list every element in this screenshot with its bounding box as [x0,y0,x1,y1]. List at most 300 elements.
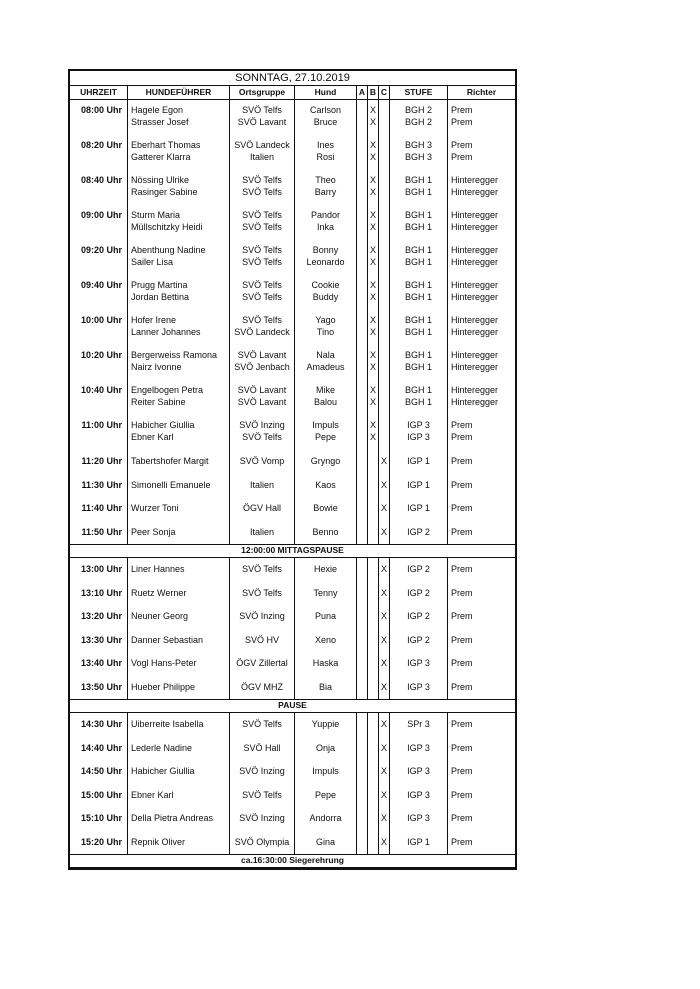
group-cell [230,474,295,498]
table-row [70,310,515,345]
time-cell [70,380,128,415]
header-a: A [357,86,368,99]
dog-text: Yago [315,315,336,325]
handler-text: Simonelli Emanuele [131,479,211,490]
a-mark-cell [357,135,368,170]
time-cell [70,240,128,275]
stufe-cell [390,784,448,808]
b-mark-text: X [369,361,376,372]
stufe-cell [390,558,448,582]
stufe-text: IGP 3 [407,658,430,668]
group-text: Italien [249,151,275,162]
judge-text: Prem [451,116,473,127]
group-text: SVÖ Telfs [242,256,282,267]
stufe-text: IGP 3 [407,742,430,753]
c-mark-cell [379,713,390,737]
a-mark-text [357,140,367,152]
a-mark-text [357,175,367,187]
handler-cell [128,605,230,629]
table-row [70,676,515,700]
handler-cell [128,582,230,606]
group-cell [230,629,295,653]
handler-text: Nairz Ivonne [131,361,182,372]
c-mark-text [379,105,389,117]
a-mark-text [357,280,367,292]
b-mark-cell [368,170,379,205]
time-text: 14:40 Uhr [80,742,122,753]
judge-cell [448,380,515,415]
handler-cell [128,380,230,415]
judge-text: Hinteregger [451,256,499,267]
time-text: 15:00 Uhr [80,789,122,800]
judge-text: Prem [451,634,473,645]
b-mark-cell [368,807,379,831]
time-cell [70,807,128,831]
group-text: SVÖ Telfs [242,175,282,185]
stufe-cell [390,521,448,545]
group-text: SVÖ Lavant [237,350,287,360]
a-mark-text [357,503,367,515]
c-mark-text: X [380,789,387,800]
judge-text: Prem [451,140,473,150]
group-text: SVÖ Landeck [234,326,290,337]
judge-text: Prem [451,681,473,692]
time-cell [70,205,128,240]
c-mark-text [379,187,389,199]
c-mark-text: X [380,503,387,513]
handler-cell [128,205,230,240]
c-mark-text: X [380,836,387,847]
b-mark-text: X [369,326,376,337]
b-mark-cell [368,676,379,700]
header-c: C [379,86,390,99]
c-mark-cell [379,605,390,629]
judge-cell [448,100,515,135]
handler-text: Wurzer Toni [131,503,179,513]
judge-cell [448,558,515,582]
time-cell [70,558,128,582]
a-mark-cell [357,415,368,450]
dog-text: Theo [315,175,336,185]
group-cell [230,240,295,275]
handler-cell [128,652,230,676]
b-mark-cell [368,558,379,582]
dog-text: Leonardo [306,256,345,267]
a-mark-text [357,245,367,257]
c-mark-text [379,327,389,339]
stufe-cell [390,170,448,205]
stufe-cell [390,135,448,170]
c-mark-cell [379,205,390,240]
header-ortsgruppe: Ortsgruppe [230,86,295,99]
group-text: SVÖ Vomp [239,456,285,466]
time-cell [70,415,128,450]
b-mark-text [368,682,378,694]
judge-text: Prem [451,813,473,823]
stufe-text: IGP 1 [407,479,430,490]
c-mark-text: X [380,634,387,645]
c-mark-text [379,152,389,164]
stufe-text: IGP 2 [407,634,430,645]
b-mark-text [368,503,378,515]
stufe-cell [390,310,448,345]
group-text: SVÖ Telfs [242,789,282,800]
header-stufe: STUFE [390,86,448,99]
judge-text: Prem [451,105,473,115]
handler-text: Liner Hannes [131,564,185,574]
table-row [70,474,515,498]
group-cell [230,676,295,700]
judge-cell [448,240,515,275]
dog-cell [295,713,357,737]
handler-text: Müllschitzky Heidi [131,221,203,232]
dog-cell [295,380,357,415]
b-mark-text: X [369,151,376,162]
stufe-text: IGP 2 [407,611,430,621]
group-cell [230,558,295,582]
c-mark-cell [379,831,390,855]
a-mark-text [357,222,367,234]
c-mark-text: X [380,564,387,574]
a-mark-text [357,527,367,539]
dog-text: Bia [318,681,332,692]
b-mark-cell [368,652,379,676]
group-cell [230,310,295,345]
time-text: 08:20 Uhr [80,140,122,150]
judge-text: Hinteregger [451,245,499,255]
c-mark-cell [379,558,390,582]
dog-cell [295,629,357,653]
stufe-text: BGH 2 [404,105,432,115]
handler-text: Lanner Johannes [131,326,201,337]
judge-text: Prem [451,431,473,442]
b-mark-cell [368,582,379,606]
group-text: SVÖ Inzing [239,611,285,621]
c-mark-cell [379,737,390,761]
a-mark-text [357,350,367,362]
b-mark-text [368,456,378,468]
b-mark-text: X [369,105,376,115]
group-cell [230,760,295,784]
time-text: 13:30 Uhr [80,634,122,645]
dog-cell [295,784,357,808]
b-mark-text [368,658,378,670]
handler-text: Nössing Ulrike [131,175,190,185]
judge-cell [448,629,515,653]
time-text: 10:00 Uhr [80,315,122,325]
handler-text: Bergerweiss Ramona [131,350,218,360]
dog-cell [295,415,357,450]
c-mark-text [379,350,389,362]
header-row [70,86,515,100]
table-row [70,582,515,606]
a-mark-cell [357,170,368,205]
stufe-text: BGH 3 [404,140,432,150]
c-mark-cell [379,240,390,275]
dog-text: Carlson [309,105,341,115]
a-mark-cell [357,652,368,676]
group-text: Italien [249,479,275,490]
time-cell [70,784,128,808]
stufe-text: BGH 1 [404,291,432,302]
b-mark-text: X [369,431,376,442]
b-mark-text: X [369,315,376,325]
c-mark-cell [379,170,390,205]
a-mark-cell [357,558,368,582]
c-mark-cell [379,676,390,700]
b-mark-text: X [369,291,376,302]
schedule-body [70,100,515,868]
group-text: Italien [249,526,275,537]
stufe-cell [390,474,448,498]
c-mark-text [379,210,389,222]
a-mark-text [357,813,367,825]
c-mark-cell [379,310,390,345]
group-text: SVÖ Inzing [239,766,285,776]
a-mark-text [357,480,367,492]
judge-text: Prem [451,456,473,466]
b-mark-text: X [369,245,376,255]
judge-text: Hinteregger [451,350,499,360]
dog-text: Haska [312,658,339,668]
time-text: 08:00 Uhr [80,105,122,115]
dog-cell [295,558,357,582]
time-cell [70,310,128,345]
group-cell [230,807,295,831]
stufe-text: IGP 3 [407,813,430,823]
stufe-cell [390,345,448,380]
b-mark-text: X [369,210,376,220]
table-row [70,831,515,855]
b-mark-cell [368,605,379,629]
c-mark-cell [379,275,390,310]
a-mark-cell [357,521,368,545]
dog-text: Cookie [311,280,340,290]
section-band: ca.16:30:00 Siegerehrung [70,854,515,868]
dog-cell [295,582,357,606]
c-mark-text [379,362,389,374]
dog-text: Onja [315,742,335,753]
handler-cell [128,831,230,855]
dog-text: Bowie [313,503,338,513]
a-mark-text [357,327,367,339]
b-mark-cell [368,474,379,498]
stufe-text: BGH 1 [404,350,432,360]
group-text: SVÖ Telfs [242,186,282,197]
b-mark-text [368,790,378,802]
group-text: SVÖ Telfs [242,719,282,729]
c-mark-text [379,245,389,257]
a-mark-cell [357,676,368,700]
a-mark-cell [357,582,368,606]
b-mark-text: X [369,420,376,430]
time-cell [70,713,128,737]
c-mark-text [379,140,389,152]
dog-cell [295,100,357,135]
group-text: SVÖ HV [244,634,279,645]
stufe-text: IGP 3 [407,681,430,692]
c-mark-text: X [380,479,387,490]
group-text: SVÖ Olympia [234,836,290,847]
handler-text: Repnik Oliver [131,836,186,847]
handler-text: Hofer Irene [131,315,177,325]
handler-cell [128,170,230,205]
c-mark-text: X [380,456,387,466]
judge-text: Prem [451,742,473,753]
a-mark-text [357,658,367,670]
handler-cell [128,275,230,310]
b-mark-text: X [369,140,376,150]
a-mark-text [357,152,367,164]
group-text: SVÖ Inzing [239,420,285,430]
handler-text: Peer Sonja [131,526,176,537]
stufe-text: IGP 2 [407,564,430,574]
b-mark-cell [368,784,379,808]
b-mark-cell [368,345,379,380]
judge-cell [448,831,515,855]
c-mark-text: X [380,587,387,598]
group-cell [230,521,295,545]
b-mark-text: X [369,280,376,290]
dog-text: Barry [314,186,337,197]
handler-text: Danner Sebastian [131,634,204,645]
judge-text: Hinteregger [451,396,499,407]
group-text: SVÖ Telfs [242,221,282,232]
stufe-text: BGH 1 [404,210,432,220]
judge-text: Hinteregger [451,361,499,372]
table-row [70,558,515,582]
judge-text: Prem [451,564,473,574]
time-cell [70,652,128,676]
judge-cell [448,450,515,474]
dog-cell [295,135,357,170]
b-mark-cell [368,275,379,310]
b-mark-cell [368,415,379,450]
table-row [70,629,515,653]
dog-text: Buddy [312,291,339,302]
judge-cell [448,652,515,676]
dog-cell [295,170,357,205]
table-row [70,345,515,380]
time-text: 11:50 Uhr [81,526,122,537]
handler-cell [128,558,230,582]
a-mark-cell [357,497,368,521]
group-text: SVÖ Telfs [242,210,282,220]
judge-cell [448,170,515,205]
group-cell [230,737,295,761]
group-cell [230,605,295,629]
stufe-text: IGP 1 [407,503,430,513]
stufe-cell [390,205,448,240]
stufe-cell [390,676,448,700]
handler-cell [128,474,230,498]
a-mark-text [357,682,367,694]
group-cell [230,582,295,606]
group-text: SVÖ Telfs [242,245,282,255]
section-band: 12:00:00 MITTAGSPAUSE [70,544,515,558]
dog-text: Kaos [315,479,336,490]
handler-cell [128,345,230,380]
b-mark-cell [368,629,379,653]
stufe-text: BGH 1 [404,256,432,267]
b-mark-cell [368,240,379,275]
b-mark-text: X [369,221,376,232]
b-mark-cell [368,737,379,761]
b-mark-text [368,813,378,825]
table-row [70,605,515,629]
stufe-text: IGP 1 [407,836,430,847]
stufe-text: BGH 1 [404,326,432,337]
time-text: 13:40 Uhr [80,658,122,668]
time-cell [70,760,128,784]
group-text: SVÖ Telfs [242,431,282,442]
judge-cell [448,345,515,380]
group-cell [230,713,295,737]
a-mark-cell [357,345,368,380]
stufe-text: BGH 1 [404,245,432,255]
judge-text: Prem [451,658,473,668]
dog-text: Bruce [313,116,338,127]
c-mark-cell [379,415,390,450]
dog-text: Tino [316,326,335,337]
a-mark-text [357,611,367,623]
judge-text: Hinteregger [451,175,499,185]
stufe-cell [390,652,448,676]
time-cell [70,605,128,629]
handler-text: Hueber Philippe [131,681,196,692]
b-mark-cell [368,205,379,240]
dog-text: Inka [316,221,334,232]
judge-cell [448,605,515,629]
judge-text: Prem [451,151,473,162]
group-text: SVÖ Inzing [239,813,285,823]
c-mark-cell [379,521,390,545]
group-text: SVÖ Landeck [234,140,290,150]
table-row [70,713,515,737]
group-cell [230,275,295,310]
time-text: 15:20 Uhr [80,836,122,847]
dog-text: Impuls [312,766,339,776]
time-cell [70,629,128,653]
handler-cell [128,713,230,737]
handler-text: Engelbogen Petra [131,385,204,395]
c-mark-text [379,117,389,129]
stufe-text: BGH 1 [404,186,432,197]
table-row [70,760,515,784]
handler-text: Tabertshofer Margit [131,456,209,466]
dog-cell [295,605,357,629]
time-cell [70,135,128,170]
time-cell [70,582,128,606]
a-mark-text [357,105,367,117]
table-row [70,737,515,761]
time-cell [70,474,128,498]
dog-text: Hexie [313,564,337,574]
group-cell [230,497,295,521]
time-text: 13:50 Uhr [80,681,122,692]
dog-text: Yuppie [311,719,340,729]
dog-text: Nala [316,350,335,360]
a-mark-text [357,210,367,222]
b-mark-text: X [369,396,376,407]
a-mark-text [357,790,367,802]
a-mark-text [357,397,367,409]
time-text: 13:10 Uhr [80,587,122,598]
b-mark-text: X [369,116,376,127]
group-cell [230,100,295,135]
c-mark-text [379,397,389,409]
table-row [70,240,515,275]
